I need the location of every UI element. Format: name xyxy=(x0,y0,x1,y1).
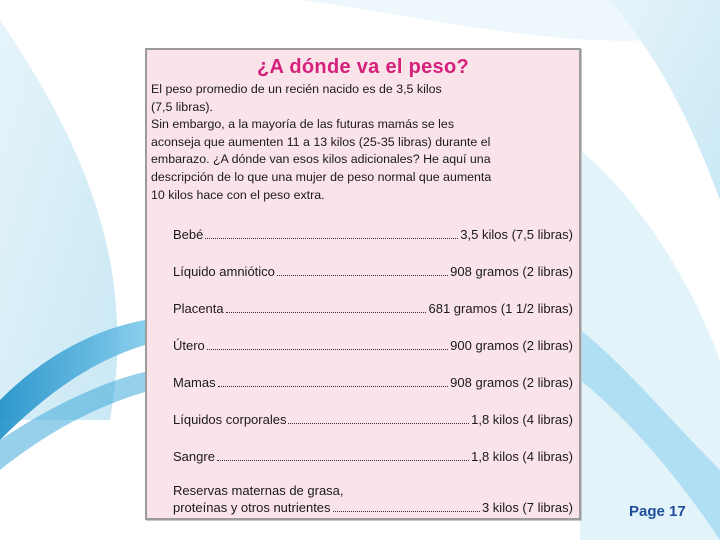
list-item xyxy=(173,374,573,391)
card-title: ¿A dónde va el peso? xyxy=(257,56,469,78)
item-value: 3 kilos (7 libras) xyxy=(481,500,573,515)
leader-dots xyxy=(207,349,448,350)
leader-dots xyxy=(217,460,469,461)
list-item xyxy=(173,411,573,428)
item-label-line2: proteínas y otros nutrientes xyxy=(173,500,331,515)
item-label: Mamas xyxy=(173,375,216,390)
item-label: Placenta xyxy=(173,301,224,316)
list-item xyxy=(173,300,573,317)
leader-dots xyxy=(288,423,469,424)
intro-paragraph: El peso promedio de un recién nacido es de 3,5 kilos (7,5 libras). Sin embargo, a la mayoría de las futuras mamás se les aconseja que aumenten 11 a 13 kilos (25-35 libras) durante el embarazo. ¿A dónde van esos kilos adicionales? He aquí una descripción de lo que una mujer de peso normal que aumenta 10 kilos hace con el peso extra. xyxy=(151,82,492,202)
leader-dots xyxy=(205,238,458,239)
leader-dots xyxy=(333,511,480,512)
item-label: Líquidos corporales xyxy=(173,412,287,427)
item-second-line xyxy=(173,499,573,516)
item-label: Bebé xyxy=(173,227,204,242)
item-value: 908 gramos (2 libras) xyxy=(450,375,573,390)
item-label: Reservas maternas de grasa, xyxy=(173,483,344,498)
leader-dots xyxy=(218,386,449,387)
item-label: Líquido amniótico xyxy=(173,264,275,279)
weight-distribution-card xyxy=(145,48,581,520)
page-number: Page 17 xyxy=(629,503,686,520)
list-item xyxy=(173,482,573,516)
list-item xyxy=(173,448,573,465)
item-value: 1,8 kilos (4 libras) xyxy=(471,412,573,427)
item-value: 681 gramos (1 1/2 libras) xyxy=(428,301,573,316)
item-value: 908 gramos (2 libras) xyxy=(450,264,573,279)
list-item xyxy=(173,263,573,280)
list-item xyxy=(173,226,573,243)
leader-dots xyxy=(277,275,448,276)
item-label: Sangre xyxy=(173,449,215,464)
list-item xyxy=(173,337,573,354)
item-value: 900 gramos (2 libras) xyxy=(450,338,573,353)
item-label: Útero xyxy=(173,338,205,353)
leader-dots xyxy=(226,312,427,313)
item-value: 1,8 kilos (4 libras) xyxy=(471,449,573,464)
item-value: 3,5 kilos (7,5 libras) xyxy=(460,227,573,242)
